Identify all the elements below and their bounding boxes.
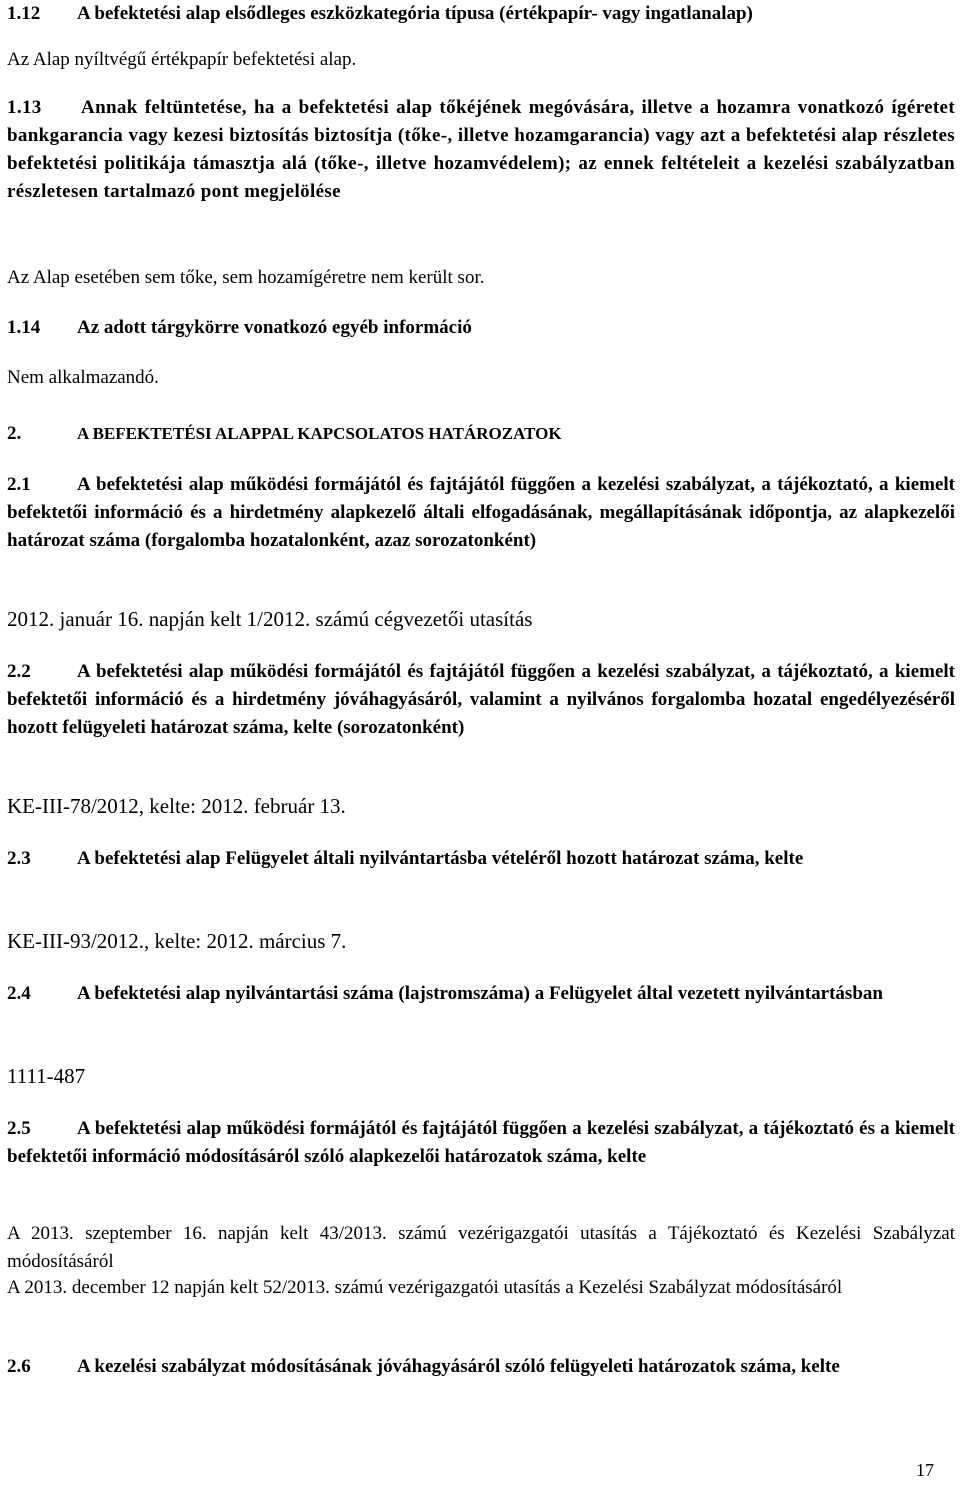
section-1-13-heading: [7, 94, 955, 206]
section-number: 1.14: [7, 317, 41, 338]
section-2-3-text: KE-III-93/2012., kelte: 2012. március 7.: [7, 929, 347, 953]
section-number: 2.2: [7, 661, 31, 682]
section-title: Annak feltüntetése, ha a befektetési alap tőkéjének megóvására, illetve a hozamra vonatkozó ígéretet bankgarancia vagy kezesi biztosítás biztosítja (tőke-, illetve hozamgarancia) vagy azt a befektetési alap részletes befektetési politikája támasztja alá (tőke-, illetve hozamvédelem); az ennek feltételeit a kezelési szabályzatban részletesen tartalmazó pont megjelölése: [7, 97, 955, 202]
section-number: 1.13: [7, 97, 42, 118]
section-1-12-text: Az Alap nyíltvégű értékpapír befektetési alap.: [7, 49, 357, 70]
section-title: A befektetési alap Felügyelet általi nyilvántartásba vételéről hozott határozat száma, kelte: [77, 848, 804, 869]
section-1-13-text: Az Alap esetében sem tőke, sem hozamígéretre nem került sor.: [7, 267, 485, 288]
section-2-3-heading: [7, 845, 955, 873]
section-title: A befektetési alap elsődleges eszközkategória típusa (értékpapír- vagy ingatlanalap): [77, 3, 753, 24]
section-title: A befektetési alap működési formájától és fajtájától függően a kezelési szabályzat, a tájékoztató és a kiemelt befektetői információ módosításáról szóló alapkezelői határozatok száma, kelte: [7, 1118, 955, 1167]
section-title: A befektetési alap működési formájától és fajtájától függően a kezelési szabályzat, a tájékoztató, a kiemelt befektetői információ és a hirdetmény alapkezelő általi elfogadásának, megállapításának időpontja, az alapkezelői határozat száma (forgalomba hozatalonként, azaz sorozatonként): [7, 474, 955, 551]
section-2-4-text: 1111-487: [7, 1064, 86, 1088]
section-2-4-heading: [7, 980, 955, 1008]
section-1-14-text: Nem alkalmazandó.: [7, 367, 159, 388]
section-1-12-heading: [7, 0, 955, 28]
section-number: 2.3: [7, 848, 31, 869]
section-number: 2.6: [7, 1356, 31, 1377]
section-2-5-heading: [7, 1115, 955, 1171]
section-2-5-text-2: A 2013. december 12 napján kelt 52/2013. számú vezérigazgatói utasítás a Kezelési Szabályzat módosításáról: [7, 1277, 843, 1298]
section-2-1-heading: [7, 471, 955, 555]
section-number: 2.4: [7, 983, 31, 1004]
section-2-heading: [7, 420, 955, 448]
section-2-6-heading: [7, 1353, 955, 1381]
section-2-5-text-1: A 2013. szeptember 16. napján kelt 43/2013. számú vezérigazgatói utasítás a Tájékoztató és Kezelési Szabályzat módosításáról: [7, 1223, 955, 1272]
section-number: 2.: [7, 423, 22, 444]
section-number: 2.5: [7, 1118, 31, 1139]
section-title: A kezelési szabályzat módosításának jóváhagyásáról szóló felügyeleti határozatok száma, kelte: [77, 1356, 840, 1377]
section-number: 2.1: [7, 474, 31, 495]
section-title: A befektetési alap nyilvántartási száma (lajstromszáma) a Felügyelet által vezetett nyilvántartásban: [77, 983, 883, 1004]
section-title: Az adott tárgykörre vonatkozó egyéb információ: [77, 317, 472, 338]
page-number: 17: [916, 1460, 934, 1480]
section-1-14-heading: [7, 314, 955, 342]
section-2-2-heading: [7, 658, 955, 742]
section-2-2-text: KE-III-78/2012, kelte: 2012. február 13.: [7, 794, 346, 818]
section-title: A BEFEKTETÉSI ALAPPAL KAPCSOLATOS HATÁROZATOK: [77, 424, 562, 443]
section-2-1-text: 2012. január 16. napján kelt 1/2012. számú cégvezetői utasítás: [7, 607, 533, 631]
section-title: A befektetési alap működési formájától és fajtájától függően a kezelési szabályzat, a tájékoztató, a kiemelt befektetői információ és a hirdetmény jóváhagyásáról, valamint a nyilvános forgalomba hozatal engedélyezéséről hozott felügyeleti határozat száma, kelte (sorozatonként): [7, 661, 955, 738]
section-number: 1.12: [7, 3, 41, 24]
